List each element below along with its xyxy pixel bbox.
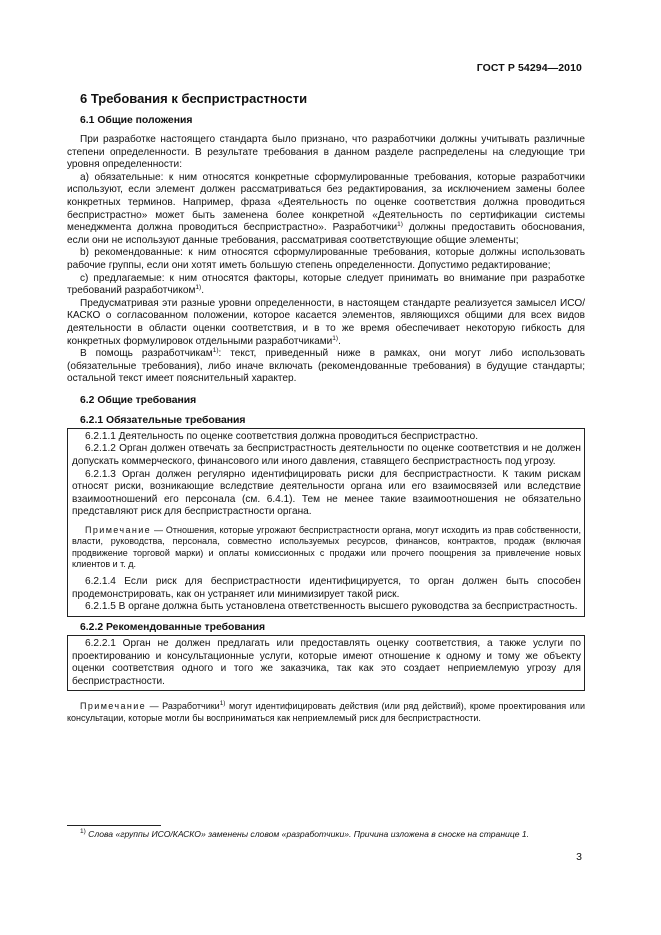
clause-6-2-1-2: 6.2.1.2 Орган должен отвечать за беспристрастность деятельности по оценке соответствия и не должен допускать коммерческого, финансового или иного давления, ставящего беспристрастность под угрозу.	[72, 443, 581, 468]
footnote-ref: 1)	[212, 347, 219, 355]
subsection-title-6-2-1: 6.2.1 Обязательные требования	[80, 414, 246, 426]
mandatory-requirements-box	[67, 428, 585, 617]
note-6-2-1-3: Примечание — Отношения, которые угрожают беспристрастности органа, могут исходить из прав собственности, власти, руководства, персонала, совместно используемых ресурсов, финансов, контрактов, продаж (включая продвижение торговой марки) и оплаты комиссионных с продажи или прочего поощрения за привлечение новых клиентов и т. д.	[72, 525, 581, 569]
note-label: Примечание	[85, 525, 152, 536]
footnote: $^{1)}$ Слова «группы ИСО/КАСКО» заменены словом «разработчики». Причина изложена в сноске на странице 1.	[80, 828, 530, 839]
standard-designation: ГОСТ Р 54294—2010	[476, 62, 582, 74]
paragraph-help: В помощь разработчикам$^{1)}$: текст, приведенный ниже в рамках, они могут либо использовать (обязательные требования), либо иначе включать (рекомендованные требования) в будущие стандарты; остальной текст имеет пояснительный характер.	[67, 347, 585, 385]
paragraph-intro: При разработке настоящего стандарта было признано, что разработчики должны учитывать различные степени определенности. В результате требования в данном разделе распределены на следующие три уровня определенности:	[67, 134, 585, 171]
list-item-c: с) предлагаемые: к ним относятся факторы, которые следует принимать во внимание при разработке требований разработчиком$^{1)}$.	[67, 272, 585, 297]
page-number: 3	[576, 851, 582, 863]
footnote-ref: 1)	[219, 700, 226, 708]
clause-6-2-2-1: 6.2.2.1 Орган не должен предлагать или предоставлять оценку соответствия, а также услуги по проектированию и консультационные услуги, которые имеют отношение к одному и тому же объекту оценки соответствия одного и того же заказчика, так как это создает неприемлемую угрозу для беспристрастности.	[72, 638, 581, 687]
list-item-b: b) рекомендованные: к ним относятся сформулированные требования, которые должны использовать рабочие группы, если они хотят иметь большую степень определенности. Допустимо редактирование;	[67, 247, 585, 271]
paragraph-levels: Предусматривая эти разные уровни определенности, в настоящем стандарте реализуется замысел ИСО/КАСКО о согласованном положении, которое касается элементов, являющихся общими для всех видов деятельности в области оценки соответствия, и в то же время обеспечивает некоторую гибкость для конкретных формулировок отдельными разработчиками$^{1)}$.	[67, 297, 585, 347]
footnote-ref: 1)	[397, 221, 403, 229]
footnote-marker: 1)	[80, 828, 86, 835]
note-label: Примечание	[80, 701, 147, 712]
footnote-ref: 1)	[195, 284, 202, 292]
recommended-requirements-box	[67, 635, 585, 691]
clause-6-2-1-3: 6.2.1.3 Орган должен регулярно идентифицировать риски для беспристрастности. К таким рискам относят риски, возникающие вследствие деятельности органа или его взаимосвязей или вследствие взаимоотношений его персонала (см. 6.4.1). Тем не менее такие взаимоотношения не обязательно представляют риск для беспристрастности органа.	[72, 468, 581, 518]
section-title: 6 Требования к беспристрастности	[80, 91, 308, 106]
clause-6-2-1-5: 6.2.1.5 В органе должна быть установлена ответственность высшего руководства за беспристрастность.	[85, 601, 578, 613]
subsection-title-6-2-2: 6.2.2 Рекомендованные требования	[80, 622, 266, 633]
subsection-title-6-2: 6.2 Общие требования	[80, 394, 197, 406]
clause-6-2-1-4: 6.2.1.4 Если риск для беспристрастности идентифицируется, то орган должен быть способен продемонстрировать, как он устраняет или минимизирует такой риск.	[72, 576, 581, 600]
list-item-a: а) обязательные: к ним относятся конкретные сформулированные требования, которые разработчики используют, если элемент должен рассматриваться без редактирования, за исключением замены более конкретных терминов. Например, фраза «Деятельность по оценке соответствия должна проводиться беспристрастно» может быть заменена более конкретной «Деятельность по сертификации системы менеджмента должна проводиться беспристрастно». Разработчики$^{1)}$ должны предоставить обоснования, если они не используют данные требования, рассматривая соответствующие общие элементы;	[67, 171, 586, 246]
footnote-ref: 1)	[332, 334, 339, 342]
page-content	[67, 91, 585, 724]
clause-6-2-1-1: 6.2.1.1 Деятельность по оценке соответствия должна проводиться беспристрастно.	[85, 430, 479, 442]
subsection-title-6-1: 6.1 Общие положения	[80, 115, 193, 126]
note-6-2-2-1: Примечание — Разработчики$^{1)}$ могут идентифицировать действия (или ряд действий), кроме проектирования или консультации, которые могли бы восприниматься как неприемлемый риск для беспристрастности.	[67, 700, 585, 723]
footnote-separator	[67, 825, 161, 826]
